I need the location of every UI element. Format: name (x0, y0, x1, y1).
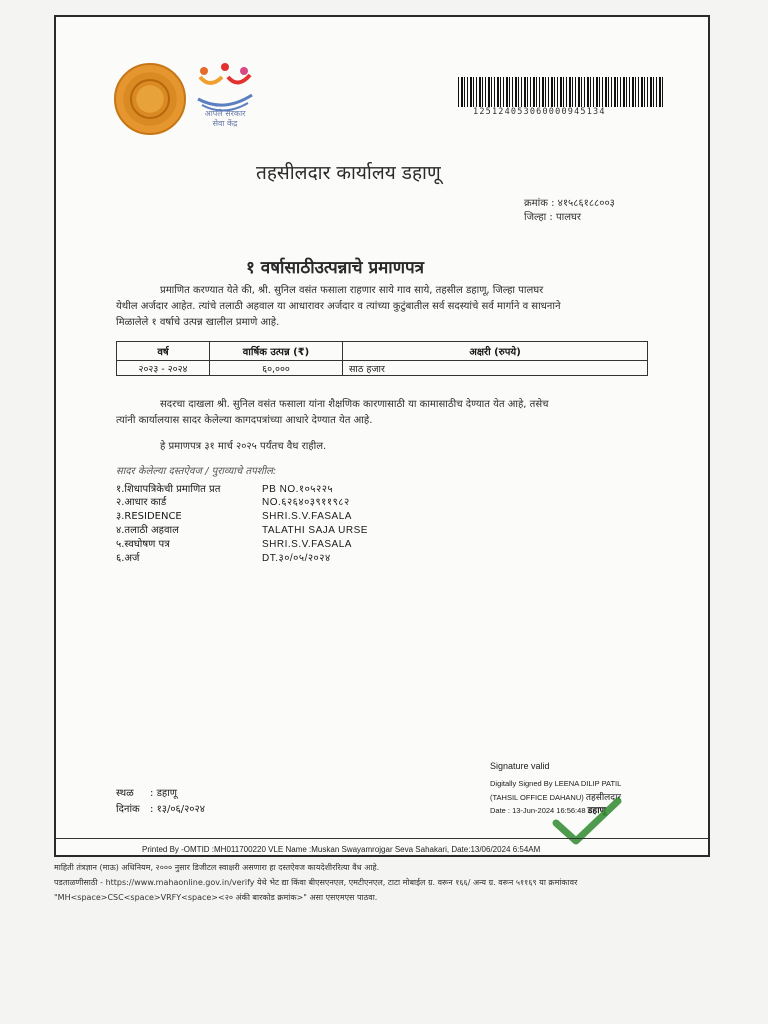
table-row (117, 361, 648, 376)
footer-divider (56, 838, 708, 839)
verification-note: पडताळणीसाठी - https://www.mahaonline.gov.in/verify येथे भेट द्या किंवा बीएसएनएल, एमटीएनएल, टाटा मोबाईल ग्र. वरून १६६/ अन्य ग्र. वरून ५११६९ या क्रमांकावर (54, 878, 578, 887)
list-item: ५.स्वघोषण पत्र SHRI.S.V.FASALA (116, 539, 352, 550)
district: जिल्हा : पालघर (524, 212, 581, 223)
col-in-words: अक्षरी (रुपये) (343, 342, 648, 361)
certificate-title: १ वर्षासाठीउत्पन्नाचे प्रमाणपत्र (246, 258, 425, 278)
certificate-paragraph: प्रमाणित करण्यात येते की, श्री. सुनिल वसंत फसाला राहणार साये गाव साये, तहसील डहाणू, जिल्हा पालघर येथील अर्जदार आहेत. त्यांचे तलाठी अहवाल या आधारावर अर्जदार व त्यांच्या कुटुंबातील सर्व सदस्यांचे सर्व मार्गाने व साधनाने मिळालेले १ वर्षाचे उत्पन्न खालील प्रमाणे आहे. (116, 285, 561, 328)
list-item: ४.तलाठी अहवाल TALATHI SAJA URSE (116, 525, 368, 536)
col-year: वर्ष (117, 342, 210, 361)
signature-status: Signature valid (490, 761, 550, 771)
legal-note: माहिती तंत्रज्ञान (माऊ) अधिनियम, २००० नुसार डिजीटल स्वाक्षरी असणारा हा दस्तऐवज कायदेशीररित्या वैध आहे. (54, 863, 380, 872)
list-item: ३.RESIDENCE SHRI.S.V.FASALA (116, 511, 352, 522)
cell-year: २०२३ - २०२४ (117, 361, 210, 376)
cell-words: साठ हजार (343, 361, 648, 376)
certificate-frame (54, 15, 710, 857)
office-title: तहसीलदार कार्यालय डहाणू (256, 162, 441, 184)
printed-by: Printed By -OMTID :MH011700220 VLE Name :Muskan Swayamrojgar Seva Sahakari, Date:13/06/2024 6:54AM (142, 845, 541, 854)
barcode (458, 77, 664, 107)
purpose-paragraph: सदरचा दाखला श्री. सुनिल वसंत फसाला यांना शैक्षणिक कारणासाठी या कामासाठीच देण्यात येत आहे, तसेच त्यांनी कार्यालयास सादर केलेल्या कागदपत्रांच्या आधारे देण्यात येत आहे. (116, 399, 549, 426)
validity-text: हे प्रमाणपत्र ३१ मार्च २०२५ पर्यंतच वैध राहील. (160, 441, 327, 452)
col-annual-income: वार्षिक उत्पन्न (₹) (210, 342, 343, 361)
list-item: २.आधार कार्ड NO.६२६४०३९११९८२ (116, 497, 350, 508)
date: दिनांक : १३/०६/२०२४ (116, 804, 205, 815)
place: स्थळ : डहाणू (116, 788, 178, 799)
list-item: १.शिधापत्रिकेची प्रमाणित प्रत PB NO.१०५२२५ (116, 484, 334, 495)
signature-date: Date : 13-Jun-2024 16:56:48 डहाणू (490, 805, 607, 815)
signature-office: (TAHSIL OFFICE DAHANU) तहसीलदार (490, 792, 622, 802)
signature-signed-by: Digitally Signed By LEENA DILIP PATIL (490, 779, 622, 788)
income-table (116, 341, 648, 376)
reference-number: क्रमांक : ४१५८६१८८००३ (524, 198, 615, 209)
maharashtra-seal-icon (114, 63, 186, 135)
cell-income: ६०,००० (210, 361, 343, 376)
logo-caption: आपले सरकार सेवा केंद्र (204, 109, 246, 128)
list-item: ६.अर्ज DT.३०/०५/२०२४ (116, 553, 331, 564)
barcode-number: 125124053060000945134 (473, 107, 606, 117)
sms-note: "MH<space>CSC<space>VRFY<space><२० अंकी बारकोड क्रमांक>" असा एसएमएस पाठवा. (54, 893, 378, 902)
documents-heading: सादर केलेल्या दस्तऐवज / पुराव्याचे तपशील: (116, 466, 277, 477)
